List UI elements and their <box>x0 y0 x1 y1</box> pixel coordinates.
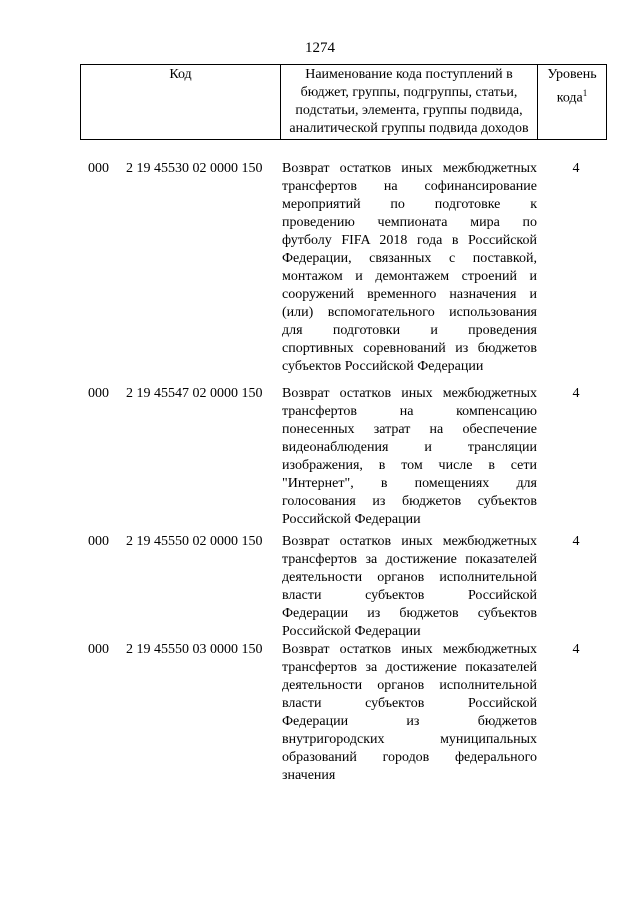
row-name-line: понесенных затрат на обеспечение <box>282 422 537 437</box>
row-name-line: Российской Федерации <box>282 624 421 639</box>
row-code: 2 19 45550 02 0000 150 <box>126 534 263 549</box>
row-name-line: деятельности органов исполнительной <box>282 678 537 693</box>
table-header <box>80 64 607 140</box>
footnote-marker: 1 <box>582 88 588 98</box>
row-level: 4 <box>572 642 580 657</box>
row-name-line: изображения, в том числе в сети <box>282 458 537 473</box>
row-name <box>282 641 537 785</box>
header-name-line: подстатьи, элемента, группы подвида, <box>295 103 523 118</box>
row-name-line: Федерации из бюджетов субъектов <box>282 606 537 621</box>
header-name-line: Наименование кода поступлений в <box>305 67 513 82</box>
row-name-line: власти субъектов Российской <box>282 588 537 603</box>
row-level: 4 <box>572 386 580 401</box>
row-name-line: Возврат остатков иных межбюджетных <box>282 534 537 549</box>
row-code: 2 19 45547 02 0000 150 <box>126 386 263 401</box>
row-name-line: сооружений временного назначения и <box>282 287 537 302</box>
row-name-line: голосования из бюджетов субъектов <box>282 494 537 509</box>
row-name-line: трансфертов на софинансирование <box>282 179 537 194</box>
row-name <box>282 385 537 529</box>
row-name-line: трансфертов за достижение показателей <box>282 660 537 675</box>
row-code: 2 19 45530 02 0000 150 <box>126 161 263 176</box>
header-level <box>538 65 607 140</box>
header-name-line: бюджет, группы, подгруппы, статьи, <box>300 85 518 100</box>
row-name <box>282 160 537 376</box>
row-name-line: Российской Федерации <box>282 512 421 527</box>
row-name-line: Федерации из бюджетов <box>282 714 537 729</box>
row-name-line: футболу FIFA 2018 года в Российской <box>282 233 537 248</box>
header-name-line: аналитической группы подвида доходов <box>289 121 529 136</box>
header-level-line2 <box>540 84 604 108</box>
row-code: 2 19 45550 03 0000 150 <box>126 642 263 657</box>
row-prefix: 000 <box>88 642 109 657</box>
header-code: Код <box>81 65 281 140</box>
row-level: 4 <box>572 161 580 176</box>
row-name-line: для подготовки и проведения <box>282 323 537 338</box>
row-name-line: власти субъектов Российской <box>282 696 537 711</box>
row-name-line: спортивных соревнований из бюджетов <box>282 341 537 356</box>
row-name-line: внутригородских муниципальных <box>282 732 537 747</box>
row-level: 4 <box>572 534 580 549</box>
row-name-line: Возврат остатков иных межбюджетных <box>282 642 537 657</box>
row-name-line: "Интернет", в помещениях для <box>282 476 537 491</box>
row-name-line: образований городов федерального <box>282 750 537 765</box>
row-name <box>282 533 537 641</box>
row-name-line: деятельности органов исполнительной <box>282 570 537 585</box>
page-number: 1274 <box>305 40 335 56</box>
header-name <box>281 65 538 140</box>
row-name-line: Возврат остатков иных межбюджетных <box>282 161 537 176</box>
row-name-line: трансфертов за достижение показателей <box>282 552 537 567</box>
row-name-line: (или) вспомогательного использования <box>282 305 537 320</box>
row-prefix: 000 <box>88 534 109 549</box>
row-name-line: монтажом и демонтажем строений и <box>282 269 537 284</box>
row-name-line: проведению чемпионата мира по <box>282 215 537 230</box>
row-name-line: видеонаблюдения и трансляции <box>282 440 537 455</box>
row-name-line: значения <box>282 768 336 783</box>
row-name-line: Возврат остатков иных межбюджетных <box>282 386 537 401</box>
row-prefix: 000 <box>88 161 109 176</box>
row-prefix: 000 <box>88 386 109 401</box>
row-name-line: мероприятий по подготовке к <box>282 197 537 212</box>
header-level-line1: Уровень <box>547 67 597 82</box>
row-name-line: Федерации, связанных с поставкой, <box>282 251 537 266</box>
row-name-line: трансфертов на компенсацию <box>282 404 537 419</box>
row-name-line: субъектов Российской Федерации <box>282 359 484 374</box>
header-level-text: кода <box>556 90 583 106</box>
